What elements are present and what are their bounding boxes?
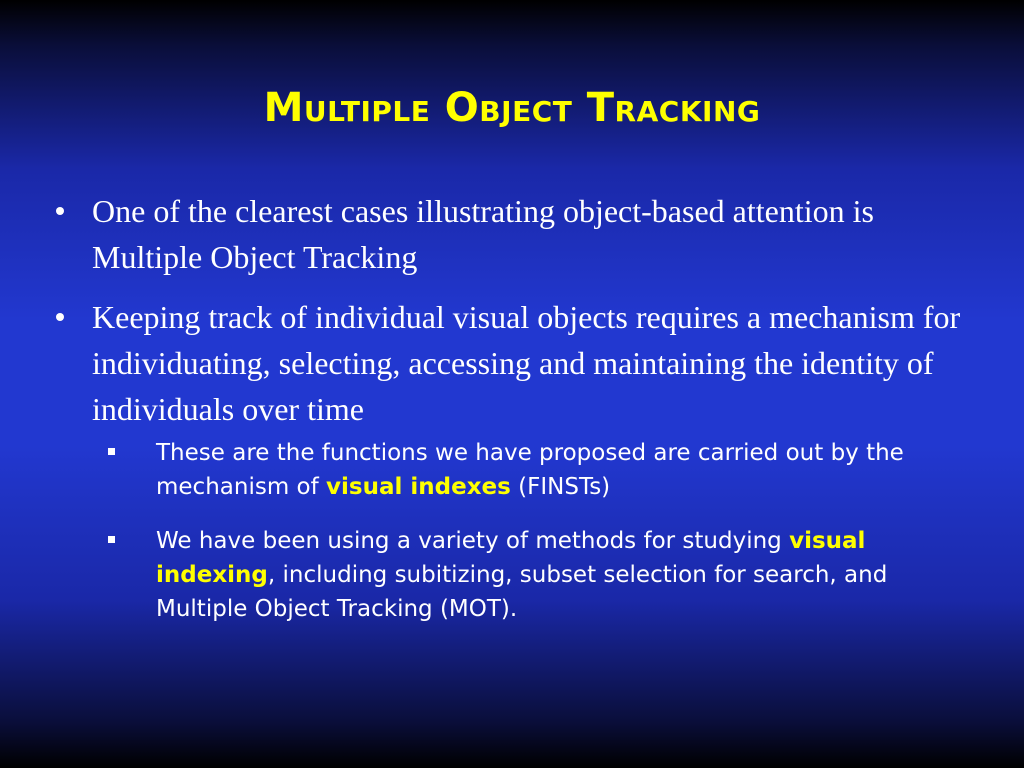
sub-bullet-text: (FINSTs) <box>510 474 611 500</box>
highlighted-term: visual indexes <box>326 474 511 500</box>
sub-bullet-text: , including subitizing, subset selection for search, and Multiple Object Tracking (MOT). <box>156 562 888 622</box>
slide-title: Multiple Object Tracking <box>263 85 761 131</box>
sub-bullet-list <box>92 436 974 626</box>
highlighted-term: visual indexing <box>156 528 866 588</box>
round-bullet-icon <box>56 313 64 321</box>
bullet-text: One of the clearest cases illustrating object-based attention is Multiple Object Tracking <box>92 193 874 275</box>
bullet-item-1 <box>54 188 974 280</box>
sub-bullet-item-1 <box>92 436 974 504</box>
sub-bullet-text: These are the functions we have proposed are carried out by the mechanism of <box>156 440 904 500</box>
bullet-list <box>54 188 974 646</box>
bullet-item-2 <box>54 294 974 626</box>
sub-bullet-item-2 <box>92 524 974 626</box>
square-bullet-icon <box>108 536 115 543</box>
bullet-text: Keeping track of individual visual objects requires a mechanism for individuating, selecting, accessing and maintaining the identity of individuals over time <box>92 299 961 427</box>
sub-bullet-text: We have been using a variety of methods for studying <box>156 528 790 554</box>
round-bullet-icon <box>56 207 64 215</box>
square-bullet-icon <box>108 448 115 455</box>
